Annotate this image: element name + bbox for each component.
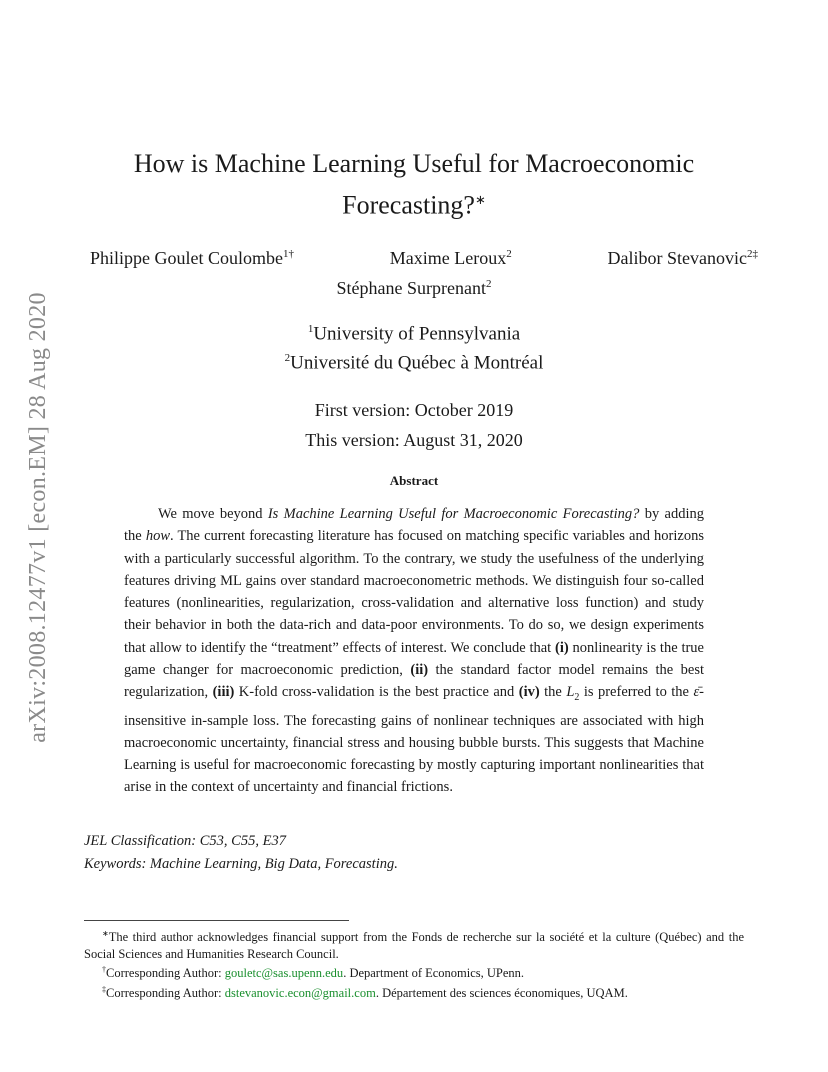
title-footnote-mark: ∗ xyxy=(474,192,486,207)
email-link[interactable]: dstevanovic.econ@gmail.com xyxy=(224,985,376,1000)
affiliation: $^1$University of Pennsylvania xyxy=(307,323,521,345)
first-version-date: First version: October 2019 xyxy=(314,400,514,420)
footnotes xyxy=(84,926,744,1001)
abstract-text: We move beyond Is Machine Learning Useful for Macroeconomic Forecasting? by adding the how. The current forecasting literature has focused on matching specific variables and horizons with a particularly successful algorithm. To the contrary, we study the usefulness of the underlying features driving ML gains over standard macroeconometric methods. We distinguish four so-called features (nonlinearities, regularization, cross-validation and alternative loss function) and study their behavior in both the data-rich and data-poor environments. To do so, we design experiments that allow to identify the “treatment” effects of interest. We conclude that (i) nonlinearity is the true game changer for macroeconomic prediction, (ii) the standard factor model remains the best regularization, (iii) K-fold cross-validation is the best practice and (iv) the $L_2$ is preferred to the ε̄-insensitive in-sample loss. The forecasting gains of nonlinear techniques are associated with high macroeconomic uncertainty, financial stress and housing bubble bursts. This suggests that Machine Learning is useful for macroeconomic forecasting by mostly capturing important nonlinearities that arise in the context of uncertainty and financial frictions. xyxy=(124,506,704,796)
footnote-corresponding-1: †Corresponding Author: gouletc@sas.upenn.edu. Department of Economics, UPenn. xyxy=(102,965,525,981)
abstract-heading: Abstract xyxy=(389,473,439,488)
footnote-funding: ∗The third author acknowledges financial support from the Fonds de recherche sur la société et la culture (Québec) and the Social Sciences and Humanities Research Council. xyxy=(84,929,744,961)
title-line-1: How is Machine Learning Useful for Macroeconomic xyxy=(133,149,695,178)
classification-block xyxy=(84,830,398,876)
author-list xyxy=(90,248,758,269)
arxiv-identifier: arXiv:2008.12477v1 [econ.EM] 28 Aug 2020 xyxy=(24,291,51,743)
author: Philippe Goulet Coulombe$^{1\dagger}$ xyxy=(90,248,294,268)
this-version-date: This version: August 31, 2020 xyxy=(305,430,523,450)
email-link[interactable]: gouletc@sas.upenn.edu xyxy=(224,966,344,981)
title-line-2: Forecasting?∗ xyxy=(342,190,486,220)
author: Dalibor Stevanovic$^{2\ddagger}$ xyxy=(607,248,758,268)
footnote-divider xyxy=(84,920,349,921)
footnote-corresponding-2: ‡Corresponding Author: dstevanovic.econ@gmail.com. Département des sciences économiques, UQAM. xyxy=(102,984,628,1000)
keywords: Keywords: Machine Learning, Big Data, Forecasting. xyxy=(84,856,398,872)
author: Stéphane Surprenant$^2$ xyxy=(336,278,492,298)
paper-title xyxy=(70,146,758,224)
affiliation: $^2$Université du Québec à Montréal xyxy=(284,352,544,374)
author: Maxime Leroux$^2$ xyxy=(389,248,512,268)
jel-classification: JEL Classification: C53, C55, E37 xyxy=(84,833,286,849)
